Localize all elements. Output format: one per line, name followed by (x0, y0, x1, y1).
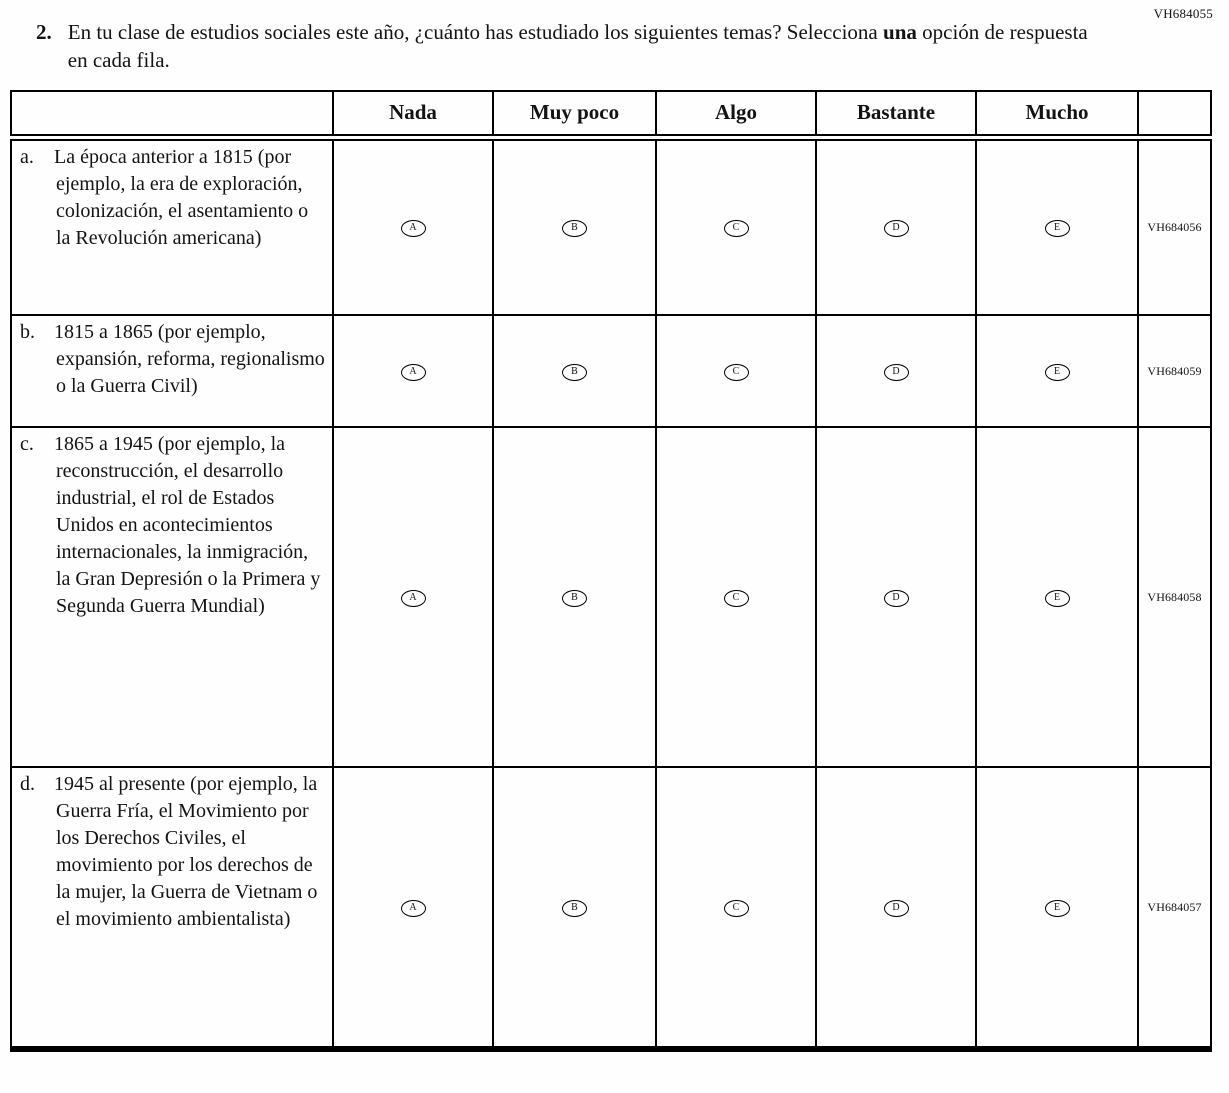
option-cell (493, 767, 656, 1049)
row-topic: 1945 al presente (por ejemplo, la Guerra Fría, el Movimiento por los Derechos Civiles, el movimiento por los derechos de la mujer, la Guerra de Vietnam o el movimiento ambientalista) (54, 773, 318, 930)
option-cell (656, 315, 816, 427)
code-header-cell (1138, 91, 1211, 137)
row-letter: a. (20, 145, 34, 168)
row-letter: b. (20, 321, 35, 343)
option-cell (656, 767, 816, 1049)
option-bubble-b[interactable]: B (562, 364, 587, 381)
option-bubble-d[interactable]: D (884, 220, 909, 237)
answers-table (10, 90, 1212, 1052)
option-bubble-e[interactable]: E (1045, 900, 1070, 917)
question-text-part1: En tu clase de estudios sociales este año, ¿cuánto has estudiado los siguientes temas? Selecciona (67, 20, 884, 44)
option-bubble-b[interactable]: B (562, 220, 587, 237)
option-bubble-a[interactable]: A (401, 590, 426, 607)
column-header-algo: Algo (656, 91, 816, 137)
option-cell (816, 315, 976, 427)
row-code: VH684056 (1138, 137, 1211, 315)
question-text (68, 18, 1109, 74)
option-bubble-c[interactable]: C (724, 220, 749, 237)
option-bubble-c[interactable]: C (724, 900, 749, 917)
row-topic: 1815 a 1865 (por ejemplo, expansión, reforma, regionalismo o la Guerra Civil) (54, 321, 325, 397)
option-bubble-c[interactable]: C (724, 590, 749, 607)
option-cell (493, 427, 656, 767)
option-cell (976, 137, 1138, 315)
option-bubble-d[interactable]: D (884, 900, 909, 917)
question-bold-word: una (883, 20, 917, 44)
option-bubble-b[interactable]: B (562, 590, 587, 607)
option-cell (493, 315, 656, 427)
row-topic: 1865 a 1945 (por ejemplo, la reconstrucción, el desarrollo industrial, el rol de Estados Unidos en acontecimientos internacionales, la inmigración, la Gran Depresión o la Primera y Segunda Guerra Mundial) (54, 433, 321, 617)
row-letter: d. (20, 773, 35, 795)
table-row (11, 137, 1211, 315)
row-code: VH684057 (1138, 767, 1211, 1049)
option-cell (333, 767, 493, 1049)
option-cell (816, 767, 976, 1049)
option-bubble-b[interactable]: B (562, 900, 587, 917)
option-bubble-a[interactable]: A (401, 900, 426, 917)
option-cell (976, 427, 1138, 767)
option-bubble-a[interactable]: A (401, 364, 426, 381)
option-cell (976, 767, 1138, 1049)
option-bubble-e[interactable]: E (1045, 364, 1070, 381)
topic-cell (11, 427, 333, 767)
column-header-nada: Nada (333, 91, 493, 137)
table-row (11, 427, 1211, 767)
row-topic: La época anterior a 1815 (por ejemplo, la era de exploración, colonización, el asentamiento o la Revolución americana) (54, 145, 309, 249)
question-number: 2. (36, 20, 52, 44)
topic-header-cell (11, 91, 333, 137)
topic-cell (11, 315, 333, 427)
header-row (11, 91, 1211, 137)
row-letter: c. (20, 433, 34, 455)
topic-cell (11, 767, 333, 1049)
question-block (0, 0, 1229, 74)
option-cell (333, 315, 493, 427)
column-header-bastante: Bastante (816, 91, 976, 137)
option-bubble-d[interactable]: D (884, 364, 909, 381)
option-bubble-d[interactable]: D (884, 590, 909, 607)
option-cell (656, 427, 816, 767)
form-code-top-right: VH684055 (1153, 6, 1213, 21)
column-header-mucho: Mucho (976, 91, 1138, 137)
topic-cell (11, 137, 333, 315)
option-bubble-e[interactable]: E (1045, 220, 1070, 237)
option-cell (333, 427, 493, 767)
option-bubble-a[interactable]: A (401, 220, 426, 237)
option-cell (333, 137, 493, 315)
table-row (11, 767, 1211, 1049)
option-bubble-c[interactable]: C (724, 364, 749, 381)
row-code: VH684058 (1138, 427, 1211, 767)
question-text-part2: opción de respuesta en cada fila. (67, 20, 1088, 72)
column-header-muy-poco: Muy poco (493, 91, 656, 137)
option-cell (816, 137, 976, 315)
option-bubble-e[interactable]: E (1045, 590, 1070, 607)
option-cell (976, 315, 1138, 427)
table-row (11, 315, 1211, 427)
option-cell (493, 137, 656, 315)
option-cell (656, 137, 816, 315)
row-code: VH684059 (1138, 315, 1211, 427)
option-cell (816, 427, 976, 767)
